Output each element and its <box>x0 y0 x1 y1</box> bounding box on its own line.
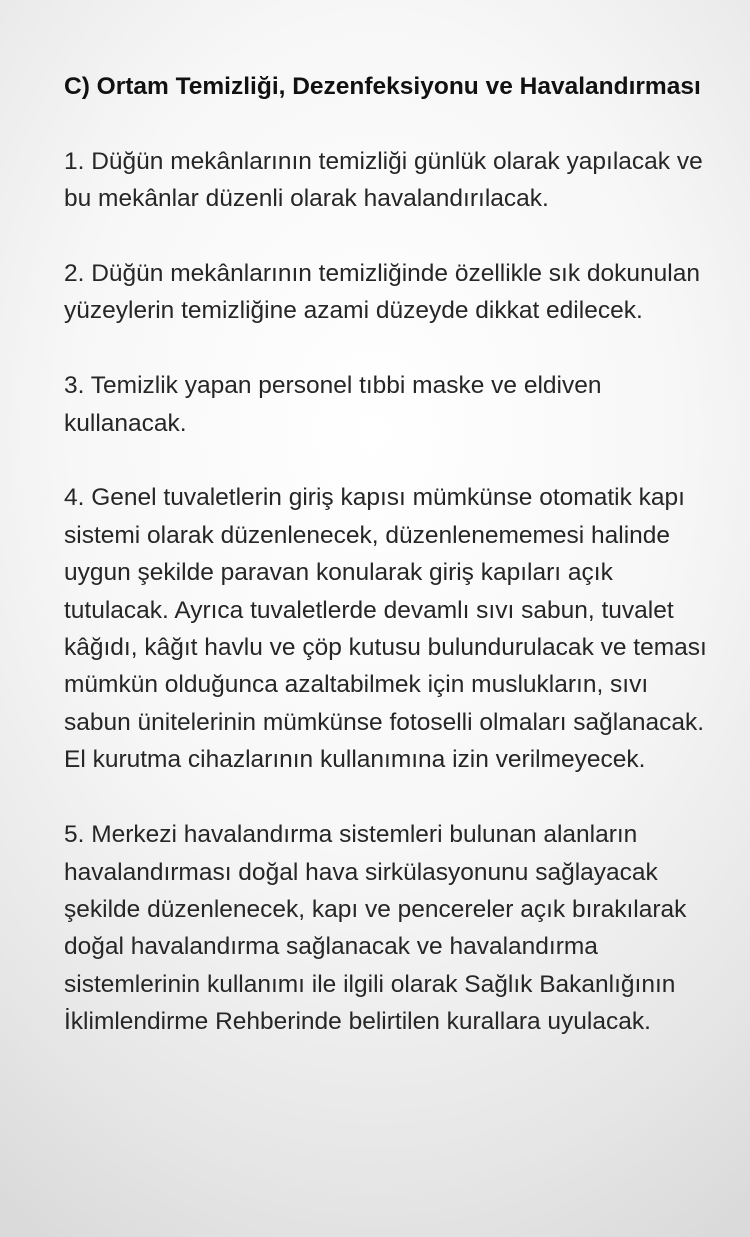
article-body <box>64 68 714 1078</box>
paragraph-1: 1. Düğün mekânlarının temizliği günlük olarak yapılacak ve bu mekânlar düzenli olarak havalandırılacak. <box>64 147 703 212</box>
paragraph-5: 5. Merkezi havalandırma sistemleri bulunan alanların havalandırması doğal hava sirkülasyonunu sağlayacak şekilde düzenlenecek, kapı ve pencereler açık bırakılarak doğal havalandırma sağlanacak ve havalandırma sistemlerinin kullanımı ile ilgili olarak Sağlık Bakanlığının İklimlendirme Rehberinde belirtilen kurallara uyulacak. <box>64 821 687 1036</box>
paragraph-2: 2. Düğün mekânlarının temizliğinde özellikle sık dokunulan yüzeylerin temizliğine azami düzeyde dikkat edilecek. <box>64 259 700 325</box>
paragraph-4: 4. Genel tuvaletlerin giriş kapısı mümkünse otomatik kapı sistemi olarak düzenlenecek, düzenlenememesi halinde uygun şekilde paravan konularak giriş kapıları açık tutulacak. Ayrıca tuvaletlerde devamlı sıvı sabun, tuvalet kâğıdı, kâğıt havlu ve çöp kutusu bulundurulacak ve teması mümkün olduğunca azaltabilmek için muslukların, sıvı sabun ünitelerinin mümkünse fotoselli olmaları sağlanacak. El kurutma cihazlarının kullanımına izin verilmeyecek. <box>64 484 707 774</box>
paragraph-3: 3. Temizlik yapan personel tıbbi maske ve eldiven kullanacak. <box>64 372 602 437</box>
section-title: C) Ortam Temizliği, Dezenfeksiyonu ve Havalandırması <box>64 73 701 100</box>
